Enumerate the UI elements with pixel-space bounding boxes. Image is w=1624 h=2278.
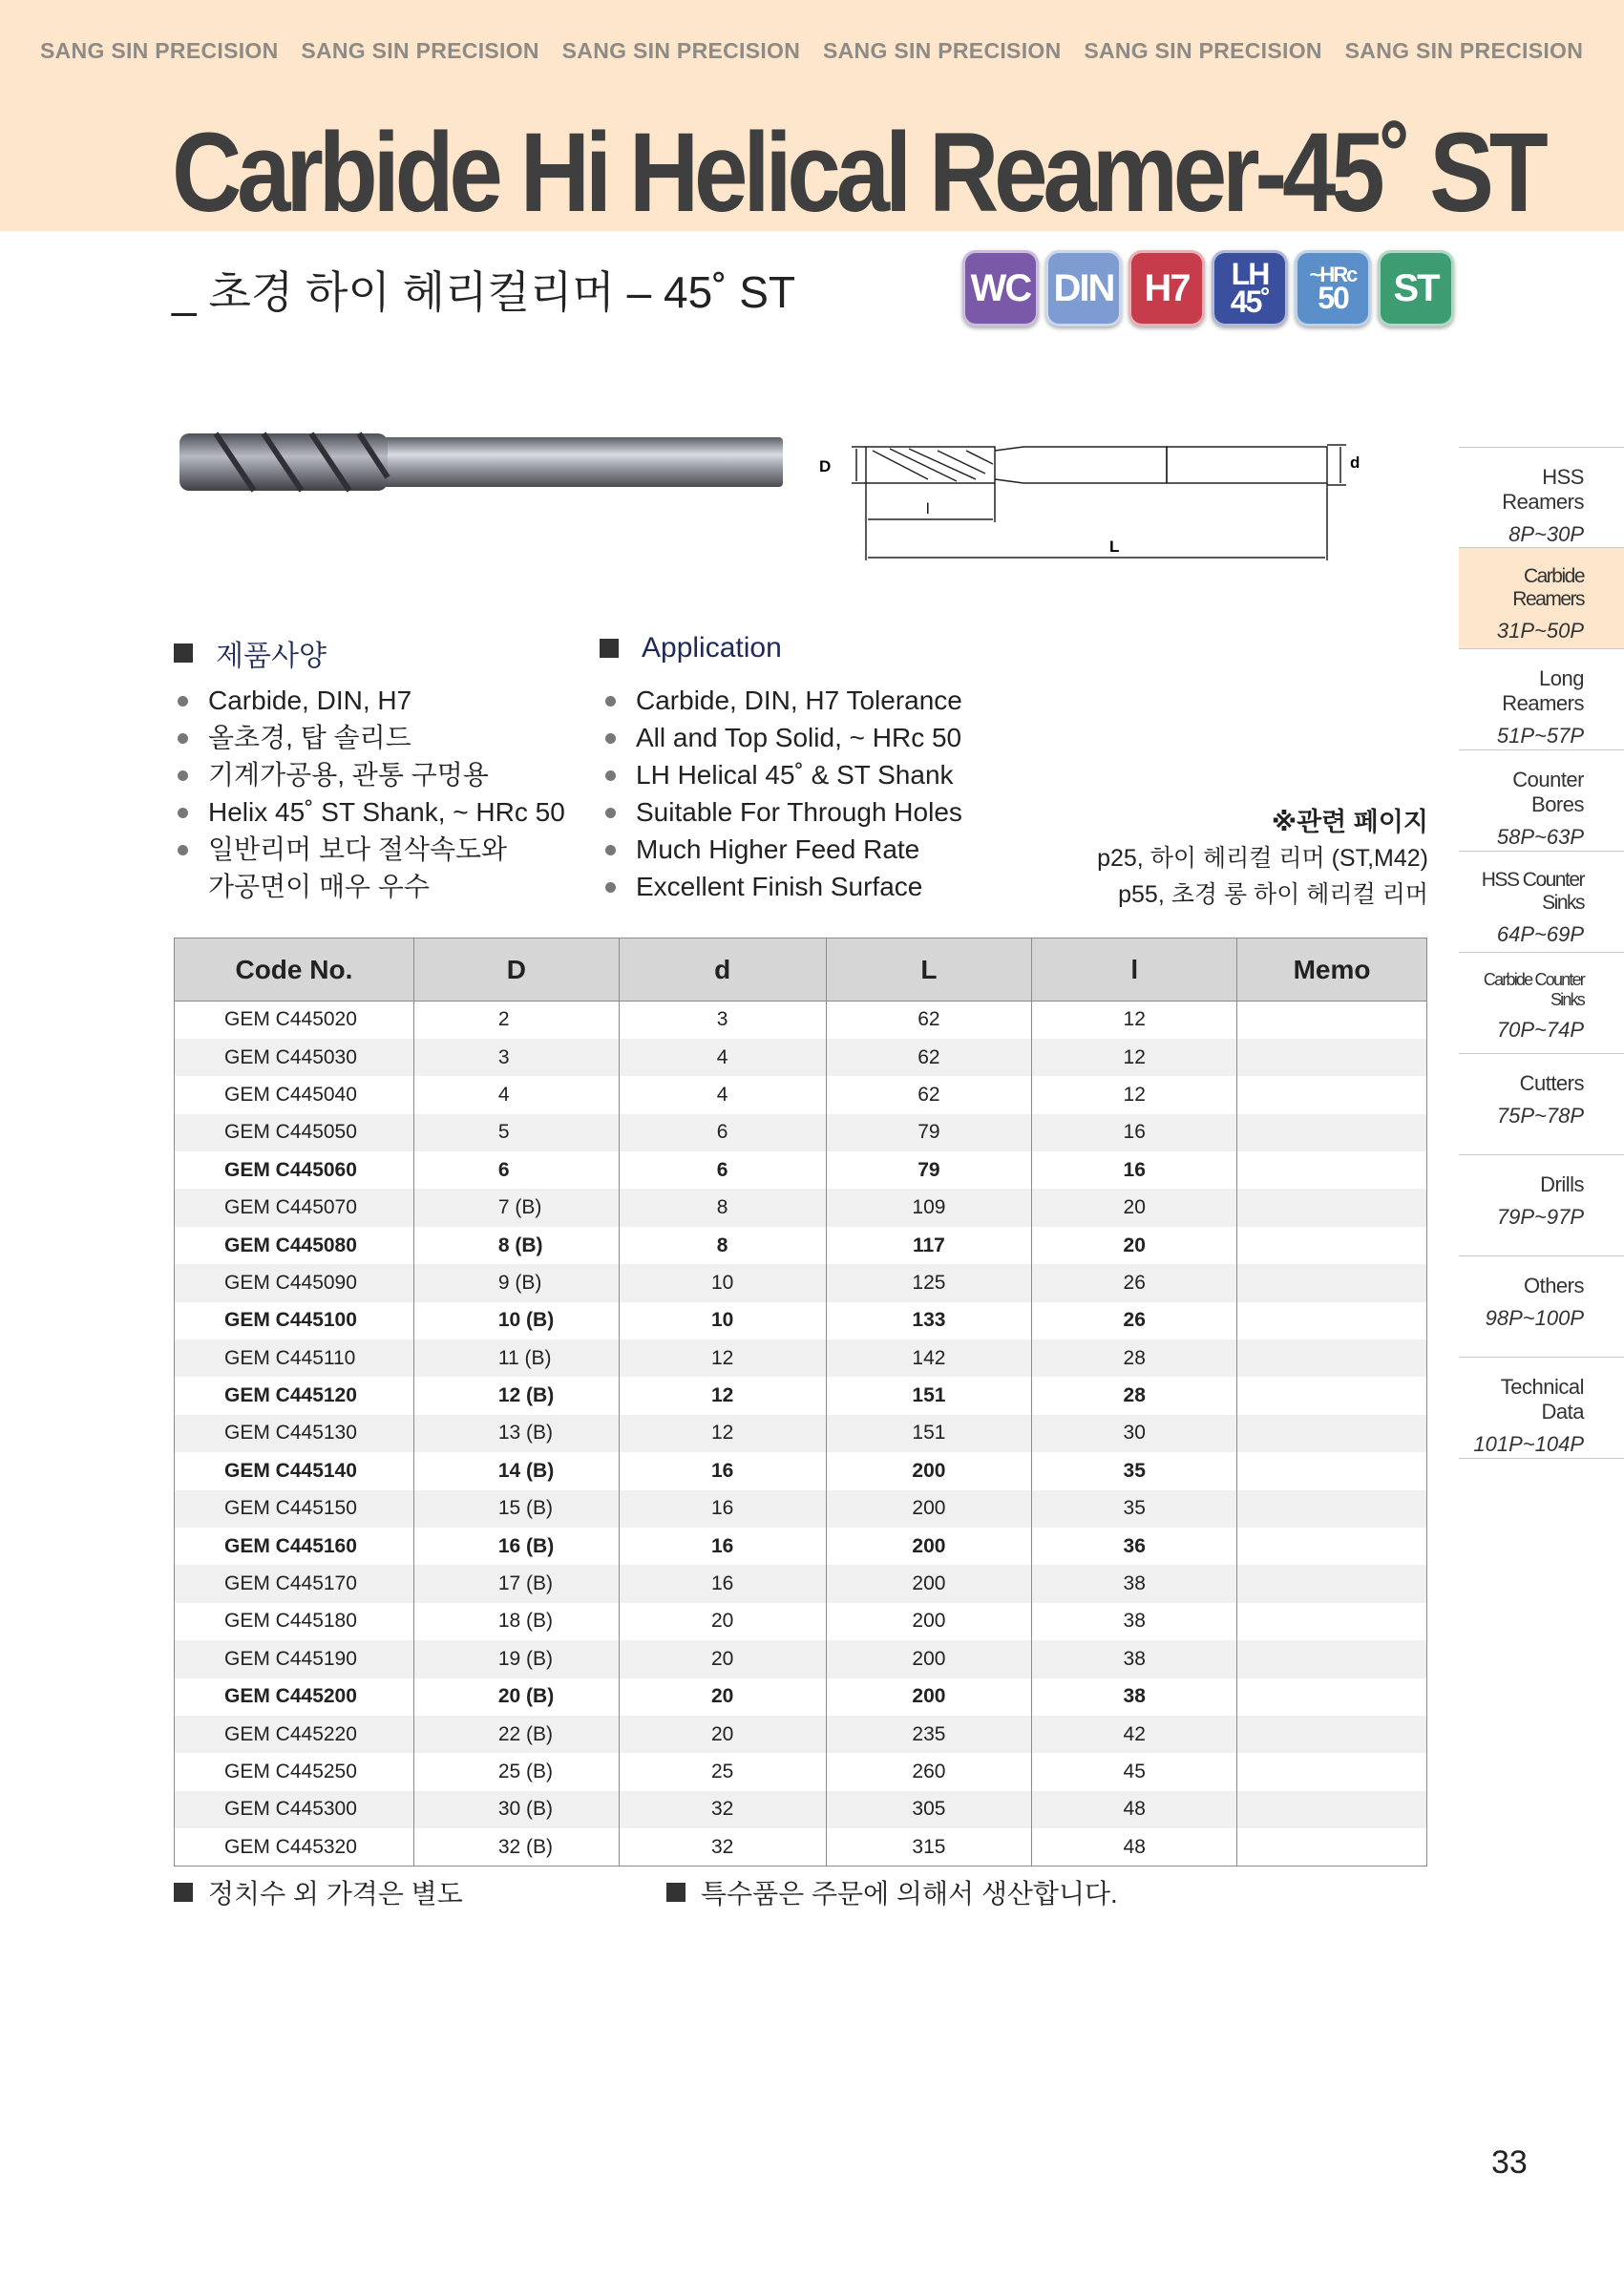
cell-memo (1237, 1189, 1427, 1226)
list-item: Carbide, DIN, H7 Tolerance (601, 682, 962, 719)
cell-memo (1237, 1452, 1427, 1489)
list-item: 가공면이 매우 우수 (208, 872, 430, 901)
badge-st: ST (1378, 250, 1454, 327)
spec-list (174, 682, 565, 905)
cell-d: 16 (619, 1490, 826, 1528)
cell-d: 32 (B) (413, 1828, 619, 1866)
dim-label-L: L (1109, 538, 1120, 556)
table-row (175, 1227, 1427, 1264)
related-link[interactable]: p55, 초경 롱 하이 헤리컬 리머 (1118, 881, 1428, 908)
cell-l: 16 (1032, 1151, 1237, 1189)
cell-memo (1237, 1076, 1427, 1113)
cell-l: 42 (1032, 1716, 1237, 1753)
cell-l: 200 (826, 1678, 1032, 1716)
cell-code: GEM C445030 (175, 1039, 414, 1076)
cell-d: 10 (B) (413, 1302, 619, 1339)
table-row (175, 1302, 1427, 1339)
list-item: Excellent Finish Surface (601, 868, 962, 905)
cell-l: 36 (1032, 1528, 1237, 1565)
cell-l: 62 (826, 1039, 1032, 1076)
cell-l: 48 (1032, 1828, 1237, 1866)
cell-code: GEM C445090 (175, 1264, 414, 1301)
cell-memo (1237, 1528, 1427, 1565)
related-pages (1097, 804, 1428, 913)
cell-l: 235 (826, 1716, 1032, 1753)
cell-l: 16 (1032, 1114, 1237, 1151)
cell-l: 200 (826, 1490, 1032, 1528)
cell-l: 200 (826, 1528, 1032, 1565)
nav-carbide-counter-sinks[interactable]: Carbide Counter Sinks 70P~74P (1459, 953, 1624, 1054)
cell-code: GEM C445120 (175, 1377, 414, 1414)
note-marker (174, 1883, 193, 1902)
table-row (175, 1151, 1427, 1189)
table-row (175, 1528, 1427, 1565)
cell-d: 12 (619, 1377, 826, 1414)
cell-d: 4 (413, 1076, 619, 1113)
cell-l: 28 (1032, 1339, 1237, 1377)
cell-l: 200 (826, 1640, 1032, 1677)
cell-memo (1237, 1377, 1427, 1414)
nav-others[interactable]: Others 98P~100P (1459, 1256, 1624, 1358)
col-header-l: l (1032, 939, 1237, 1002)
cell-d: 6 (413, 1151, 619, 1189)
cell-l: 12 (1032, 1002, 1237, 1039)
cell-l: 142 (826, 1339, 1032, 1377)
cell-memo (1237, 1002, 1427, 1039)
cell-d: 20 (619, 1716, 826, 1753)
cell-code: GEM C445070 (175, 1189, 414, 1226)
table-row (175, 1339, 1427, 1377)
cell-l: 12 (1032, 1076, 1237, 1113)
note-price: 정치수 외 가격은 별도 (174, 1873, 463, 1911)
nav-long-reamers[interactable]: Long Reamers 51P~57P (1459, 649, 1624, 750)
table-row (175, 1640, 1427, 1677)
heading-marker (174, 643, 193, 663)
cell-l: 200 (826, 1452, 1032, 1489)
cell-l: 151 (826, 1415, 1032, 1452)
cell-d: 14 (B) (413, 1452, 619, 1489)
cell-memo (1237, 1415, 1427, 1452)
cell-memo (1237, 1227, 1427, 1264)
cell-l: 26 (1032, 1302, 1237, 1339)
cell-memo (1237, 1828, 1427, 1866)
table-row (175, 1076, 1427, 1113)
nav-carbide-reamers[interactable]: Carbide Reamers 31P~50P (1459, 548, 1624, 649)
cell-code: GEM C445050 (175, 1114, 414, 1151)
cell-code: GEM C445020 (175, 1002, 414, 1039)
cell-code: GEM C445320 (175, 1828, 414, 1866)
list-item: 일반리머 보다 절삭속도와 (174, 831, 565, 868)
cell-d: 10 (619, 1264, 826, 1301)
cell-code: GEM C445220 (175, 1716, 414, 1753)
note-special-order: 특수품은 주문에 의해서 생산합니다. (666, 1873, 1118, 1911)
table-header-row (175, 939, 1427, 1002)
col-header-code: Code No. (175, 939, 414, 1002)
cell-d: 8 (619, 1189, 826, 1226)
cell-memo (1237, 1603, 1427, 1640)
badge-hrc50: ~HRc 50 (1295, 250, 1371, 327)
cell-d: 20 (619, 1640, 826, 1677)
list-item: 기계가공용, 관통 구멍용 (174, 756, 565, 793)
brand-text: SANG SIN PRECISION (40, 38, 279, 63)
cell-memo (1237, 1565, 1427, 1602)
table-row (175, 1039, 1427, 1076)
cell-code: GEM C445180 (175, 1603, 414, 1640)
badge-lh45: LH 45˚ (1212, 250, 1288, 327)
cell-memo (1237, 1678, 1427, 1716)
cell-l: 35 (1032, 1452, 1237, 1489)
cell-l: 305 (826, 1791, 1032, 1828)
cell-memo (1237, 1264, 1427, 1301)
table-row (175, 1377, 1427, 1414)
nav-cutters[interactable]: Cutters 75P~78P (1459, 1054, 1624, 1155)
table-row (175, 1490, 1427, 1528)
list-item: Carbide, DIN, H7 (174, 682, 565, 719)
side-nav (1459, 447, 1624, 1459)
cell-d: 10 (619, 1302, 826, 1339)
cell-l: 28 (1032, 1377, 1237, 1414)
related-title: ※관련 페이지 (1271, 808, 1428, 836)
cell-d: 13 (B) (413, 1415, 619, 1452)
table-row (175, 1603, 1427, 1640)
table-row (175, 1415, 1427, 1452)
cell-d: 9 (B) (413, 1264, 619, 1301)
cell-code: GEM C445150 (175, 1490, 414, 1528)
cell-d: 3 (413, 1039, 619, 1076)
col-header-D: D (413, 939, 619, 1002)
cell-d: 12 (619, 1339, 826, 1377)
cell-d: 25 (B) (413, 1753, 619, 1790)
table-row (175, 1002, 1427, 1039)
cell-memo (1237, 1302, 1427, 1339)
cell-memo (1237, 1753, 1427, 1790)
cell-l: 79 (826, 1151, 1032, 1189)
cell-l: 79 (826, 1114, 1032, 1151)
cell-memo (1237, 1151, 1427, 1189)
cell-code: GEM C445040 (175, 1076, 414, 1113)
cell-l: 30 (1032, 1415, 1237, 1452)
brand-text: SANG SIN PRECISION (822, 38, 1062, 63)
table-row (175, 1753, 1427, 1790)
col-header-memo: Memo (1237, 939, 1427, 1002)
cell-code: GEM C445160 (175, 1528, 414, 1565)
cell-d: 6 (619, 1114, 826, 1151)
cell-d: 3 (619, 1002, 826, 1039)
table-row (175, 1264, 1427, 1301)
cell-l: 20 (1032, 1189, 1237, 1226)
col-header-d: d (619, 939, 826, 1002)
application-list (601, 682, 962, 905)
cell-code: GEM C445170 (175, 1565, 414, 1602)
table-row (175, 1791, 1427, 1828)
cell-l: 48 (1032, 1791, 1237, 1828)
cell-l: 200 (826, 1603, 1032, 1640)
cell-d: 19 (B) (413, 1640, 619, 1677)
spec-heading: 제품사양 (174, 632, 327, 674)
cell-d: 32 (619, 1828, 826, 1866)
cell-memo (1237, 1716, 1427, 1753)
nav-hss-reamers[interactable]: HSS Reamers 8P~30P (1459, 447, 1624, 548)
cell-d: 6 (619, 1151, 826, 1189)
table-row (175, 1565, 1427, 1602)
cell-d: 4 (619, 1076, 826, 1113)
cell-code: GEM C445060 (175, 1151, 414, 1189)
cell-l: 200 (826, 1565, 1032, 1602)
cell-d: 16 (619, 1565, 826, 1602)
brand-text: SANG SIN PRECISION (301, 38, 539, 63)
cell-code: GEM C445250 (175, 1753, 414, 1790)
cell-code: GEM C445190 (175, 1640, 414, 1677)
cell-l: 117 (826, 1227, 1032, 1264)
page-number: 33 (1491, 2144, 1528, 2181)
brand-row (40, 38, 1606, 64)
cell-l: 38 (1032, 1678, 1237, 1716)
heading-marker (600, 639, 619, 658)
cell-d: 8 (B) (413, 1227, 619, 1264)
page-subtitle: _ 초경 하이 헤리컬리머 – 45˚ ST (172, 267, 796, 317)
cell-code: GEM C445200 (175, 1678, 414, 1716)
dim-label-d: d (1350, 453, 1360, 472)
cell-d: 11 (B) (413, 1339, 619, 1377)
dim-label-D: D (819, 457, 832, 475)
table-row (175, 1452, 1427, 1489)
cell-memo (1237, 1339, 1427, 1377)
cell-code: GEM C445080 (175, 1227, 414, 1264)
cell-l: 62 (826, 1076, 1032, 1113)
list-item: Suitable For Through Holes (601, 793, 962, 831)
cell-d: 12 (619, 1415, 826, 1452)
badge-din: DIN (1045, 250, 1122, 327)
cell-code: GEM C445100 (175, 1302, 414, 1339)
list-item: Helix 45˚ ST Shank, ~ HRc 50 (174, 793, 565, 831)
cell-code: GEM C445300 (175, 1791, 414, 1828)
cell-code: GEM C445130 (175, 1415, 414, 1452)
cell-d: 25 (619, 1753, 826, 1790)
nav-hss-counter-sinks[interactable]: HSS Counter Sinks 64P~69P (1459, 852, 1624, 953)
cell-l: 315 (826, 1828, 1032, 1866)
badge-h7: H7 (1128, 250, 1205, 327)
cell-d: 20 (619, 1603, 826, 1640)
cell-l: 38 (1032, 1603, 1237, 1640)
page-title: Carbide Hi Helical Reamer-45˚ ST (172, 110, 1544, 236)
cell-memo (1237, 1114, 1427, 1151)
cell-d: 20 (619, 1678, 826, 1716)
cell-l: 20 (1032, 1227, 1237, 1264)
cell-l: 12 (1032, 1039, 1237, 1076)
cell-d: 15 (B) (413, 1490, 619, 1528)
cell-l: 45 (1032, 1753, 1237, 1790)
cell-l: 109 (826, 1189, 1032, 1226)
product-photo (178, 430, 785, 495)
cell-l: 38 (1032, 1640, 1237, 1677)
table-row (175, 1716, 1427, 1753)
col-header-L: L (826, 939, 1032, 1002)
cell-code: GEM C445140 (175, 1452, 414, 1489)
application-heading: Application (600, 632, 782, 664)
table-body (175, 1002, 1427, 1867)
cell-d: 32 (619, 1791, 826, 1828)
nav-counter-bores[interactable]: Counter Bores 58P~63P (1459, 750, 1624, 852)
cell-l: 151 (826, 1377, 1032, 1414)
brand-text: SANG SIN PRECISION (561, 38, 801, 63)
cell-d: 5 (413, 1114, 619, 1151)
cell-l: 260 (826, 1753, 1032, 1790)
cell-d: 30 (B) (413, 1791, 619, 1828)
nav-drills[interactable]: Drills 79P~97P (1459, 1155, 1624, 1256)
dimension-drawing (813, 432, 1386, 573)
cell-d: 17 (B) (413, 1565, 619, 1602)
list-item: LH Helical 45˚ & ST Shank (601, 756, 962, 793)
cell-l: 26 (1032, 1264, 1237, 1301)
list-item: All and Top Solid, ~ HRc 50 (601, 719, 962, 756)
dim-label-l: l (926, 501, 930, 517)
cell-d: 2 (413, 1002, 619, 1039)
cell-memo (1237, 1640, 1427, 1677)
cell-l: 35 (1032, 1490, 1237, 1528)
cell-d: 12 (B) (413, 1377, 619, 1414)
table-row (175, 1678, 1427, 1716)
table-row (175, 1114, 1427, 1151)
cell-d: 22 (B) (413, 1716, 619, 1753)
spec-table (174, 938, 1427, 1867)
cell-l: 133 (826, 1302, 1032, 1339)
cell-memo (1237, 1791, 1427, 1828)
table-row (175, 1189, 1427, 1226)
cell-d: 18 (B) (413, 1603, 619, 1640)
cell-l: 62 (826, 1002, 1032, 1039)
list-item: Much Higher Feed Rate (601, 831, 962, 868)
cell-d: 4 (619, 1039, 826, 1076)
list-item: 올초경, 탑 솔리드 (174, 719, 565, 756)
cell-l: 38 (1032, 1565, 1237, 1602)
table-row (175, 1828, 1427, 1866)
cell-d: 20 (B) (413, 1678, 619, 1716)
cell-d: 16 (619, 1452, 826, 1489)
nav-technical-data[interactable]: Technical Data 101P~104P (1459, 1358, 1624, 1459)
cell-d: 16 (B) (413, 1528, 619, 1565)
brand-text: SANG SIN PRECISION (1084, 38, 1322, 63)
cell-d: 16 (619, 1528, 826, 1565)
related-link[interactable]: p25, 하이 헤리컬 리머 (ST,M42) (1097, 845, 1428, 872)
cell-d: 7 (B) (413, 1189, 619, 1226)
note-marker (666, 1883, 685, 1902)
cell-l: 125 (826, 1264, 1032, 1301)
feature-badges (962, 250, 1454, 327)
cell-memo (1237, 1490, 1427, 1528)
cell-d: 8 (619, 1227, 826, 1264)
cell-code: GEM C445110 (175, 1339, 414, 1377)
badge-wc: WC (962, 250, 1039, 327)
cell-memo (1237, 1039, 1427, 1076)
brand-text: SANG SIN PRECISION (1344, 38, 1584, 63)
